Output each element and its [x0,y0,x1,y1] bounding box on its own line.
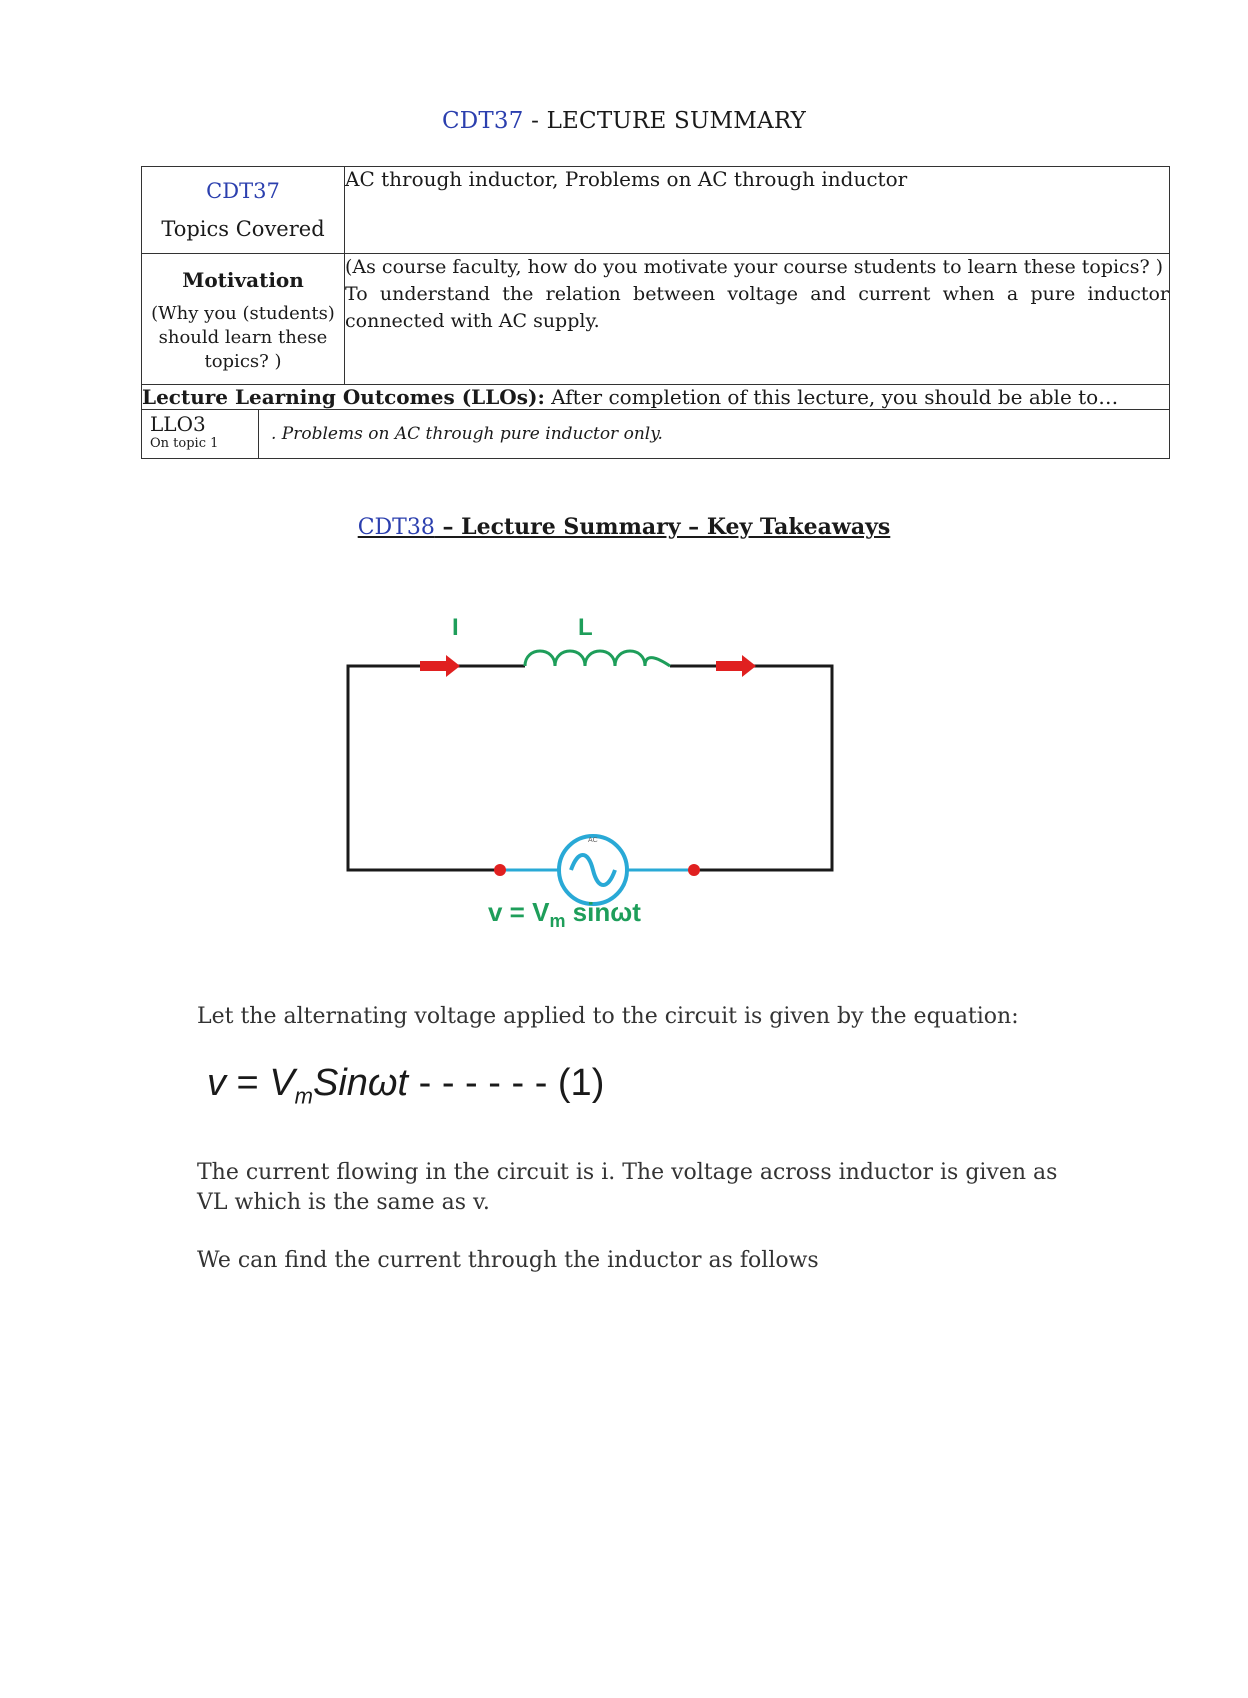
page-title [0,108,1248,134]
llo-code: LLO3 [150,412,206,436]
title-code: CDT37 [441,108,524,134]
llo-intro: After completion of this lecture, you should be able to… [544,385,1119,409]
topics-code: CDT37 [206,179,280,203]
sine-wave-icon [571,855,615,885]
motivation-subheading: (Why you (students) should learn these topics? ) [151,303,335,372]
title-rest: - LECTURE SUMMARY [523,108,807,134]
motivation-question: (As course faculty, how do you motivate your course students to learn these topics? ) [345,256,1164,278]
llo-code-cell [142,410,259,458]
source-equation [488,897,641,931]
current-arrow-right [716,655,756,677]
inductor-label: L [578,614,593,641]
llo-topic: On topic 1 [150,436,219,451]
inductor-coil [525,651,670,666]
eq-equals: = [226,1062,270,1104]
llo-description: . Problems on AC through pure inductor only. [271,424,663,444]
topics-row [142,167,1170,254]
motivation-label-cell [142,254,345,385]
wire-left [348,666,515,870]
eq-sub: m [294,1083,313,1109]
eq-sin: Sinωt [313,1062,409,1104]
llo-header-cell [142,385,1170,410]
source-eq-prefix: v = V [488,897,550,927]
intro-paragraph: Let the alternating voltage applied to the circuit is given by the equation: [197,1004,1019,1029]
topics-label: Topics Covered [161,217,325,241]
wire-right [670,666,832,870]
llo-inner-table [142,410,1169,458]
source-eq-suffix: sinωt [565,897,641,927]
current-paragraph: The current flowing in the circuit is i. The voltage across inductor is given as VL which is the same as v. [197,1160,1058,1215]
eq-V: V [269,1062,295,1104]
llo-header-row [142,385,1170,410]
followup-paragraph: We can find the current through the inductor as follows [197,1248,819,1273]
topics-covered-text: AC through inductor, Problems on AC through inductor [345,167,1170,254]
llo-row-cell [142,410,1170,459]
motivation-answer: To understand the relation between voltage and current when a pure inductor connected with AC supply. [345,283,1169,332]
source-eq-sub: m [549,911,566,931]
terminal-dot-left [494,864,506,876]
motivation-text-cell [345,254,1170,385]
eq-tail: - - - - - - (1) [408,1062,605,1104]
subtitle-code: CDT38 [357,515,435,540]
topics-label-cell [142,167,345,254]
voltage-equation [207,1062,604,1110]
source-label: AC [588,837,598,844]
inductor-circuit-diagram [320,600,840,931]
motivation-heading: Motivation [182,268,304,292]
llo-row [142,410,1170,459]
terminal-dot-right [688,864,700,876]
lecture-summary-table [141,166,1170,459]
subtitle-rest: – Lecture Summary – Key Takeaways [434,514,891,540]
current-arrow-left [420,655,460,677]
llo-heading: Lecture Learning Outcomes (LLOs): [142,385,545,409]
motivation-row [142,254,1170,385]
key-takeaways-heading [0,514,1248,540]
current-label: I [452,614,459,641]
eq-v: v [207,1062,226,1104]
